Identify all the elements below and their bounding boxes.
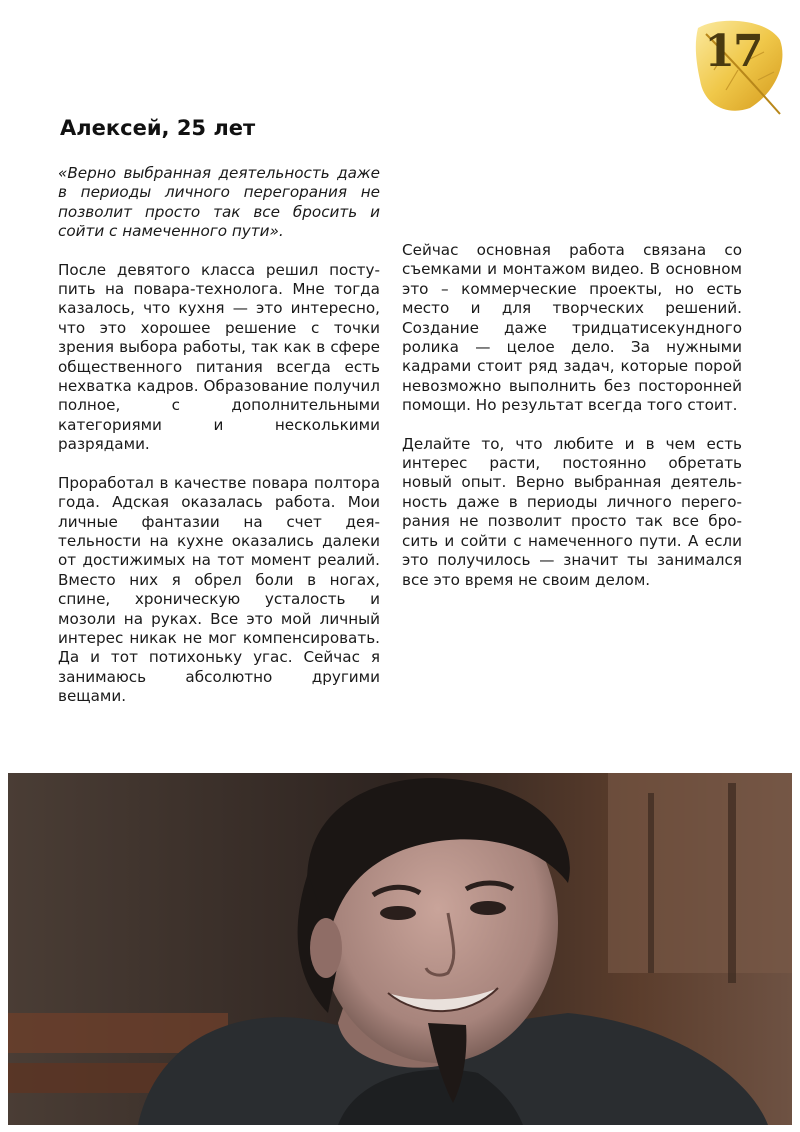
left-column (58, 164, 380, 726)
article-title: Алексей, 25 лет (60, 116, 256, 140)
page-number: 17 (704, 26, 762, 77)
right-column (402, 241, 742, 609)
paragraph: После девятого класса решил поступить на повара-технолога. Мне тогда казалось, что кухня — это интересно, что это хорошее решение с точки зрения выбора работы, так как в сфере общественного питания всегда есть нехватка кадров. Образование получил полное, с дополнительными категориями и несколькими разрядами. (58, 260, 380, 454)
paragraph: Проработал в качестве повара полтора года. Адская оказалась работа. Мои личные фантазии на счет деятельности на кухне оказались далеки от достижимых на тот момент реалий. Вместо них я обрел боли в ногах, спине, хроническую усталость и мозоли на руках. Все это мой личный интерес никак не мог компенсировать. Да и тот потихоньку угас. Сейчас я занимаюсь абсолютно другими вещами. (58, 473, 380, 706)
portrait-photo (8, 773, 792, 1125)
paragraph: Делайте то, что любите и в чем есть интерес расти, постоянно обретать новый опыт. Верно выбранная деятельность даже в периоды личного перегорания не позволит просто так все бросить и сойти с намеченного пути. А если это получилось — значит ты занимался все это время не своим делом. (402, 434, 742, 589)
pull-quote: «Верно выбранная деятельность даже в периоды личного перегорания не позволит просто так все бросить и сойти с намеченного пути». (58, 164, 380, 241)
paragraph: Сейчас основная работа связана со съемками и монтажом видео. В основном это – коммерческие проекты, но есть место и для творческих решений. Создание даже тридцатисекундного ролика — целое дело. За нужными кадрами стоит ряд задач, которые порой невозможно выполнить без посторонней помощи. Но результат всегда того стоит. (402, 241, 742, 415)
